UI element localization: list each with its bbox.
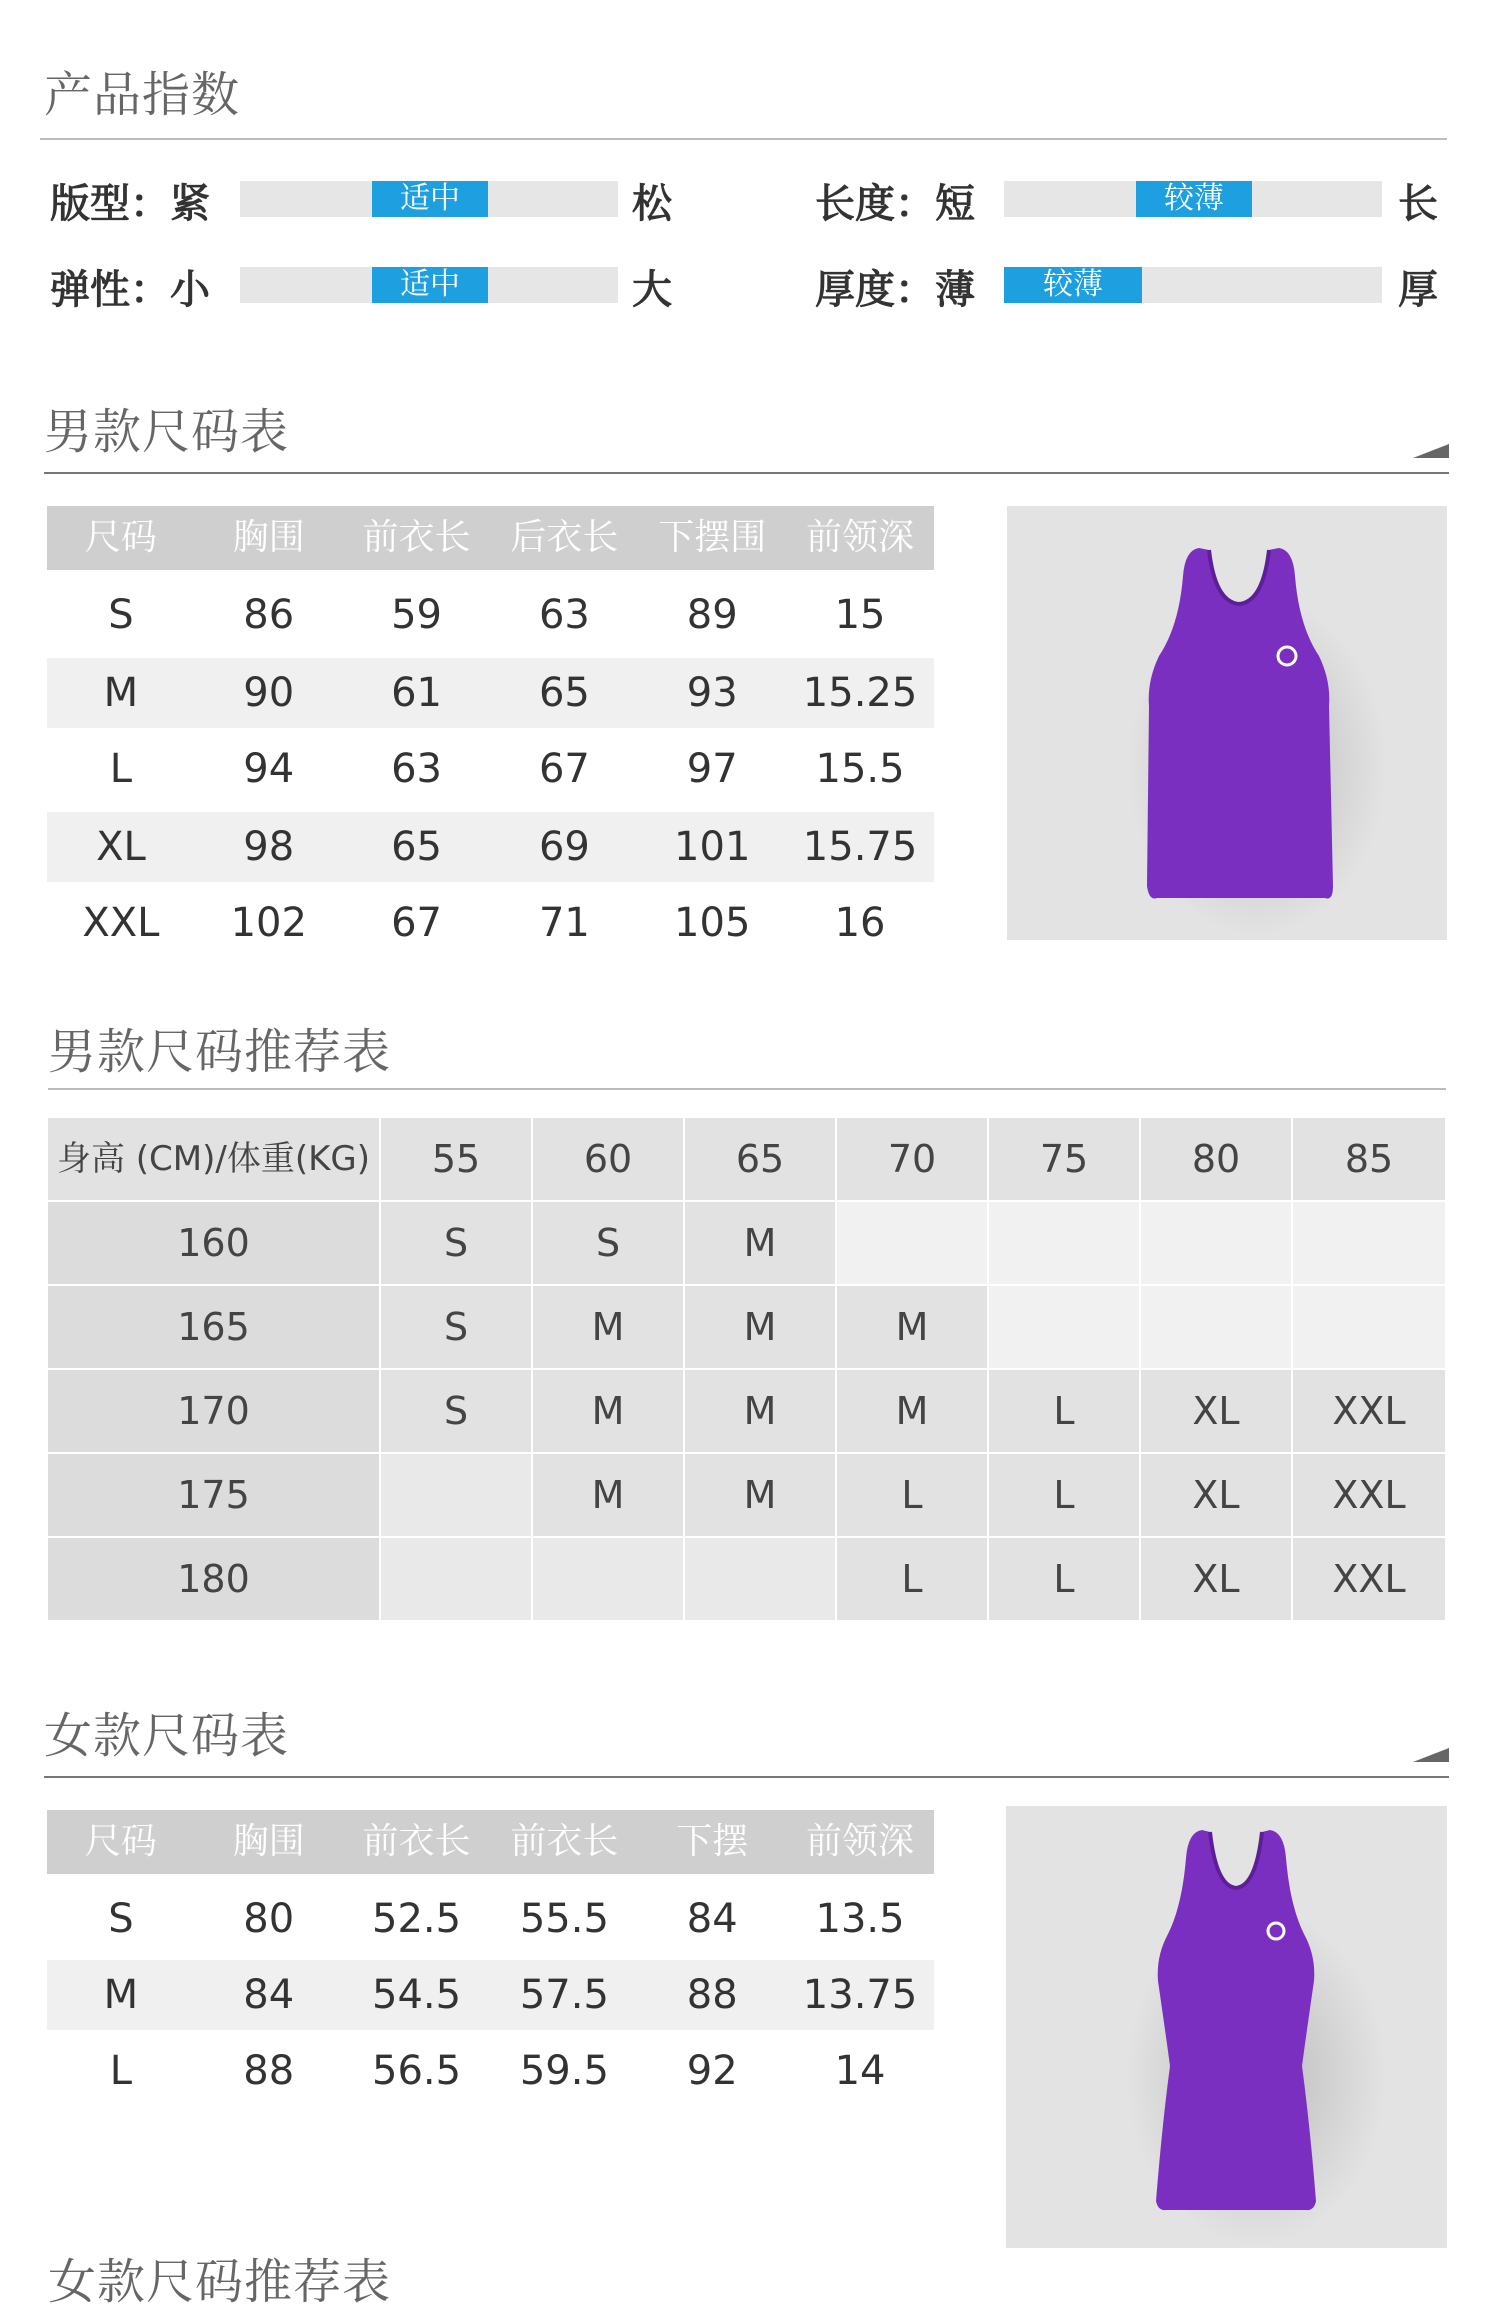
table-cell	[837, 1202, 989, 1284]
length-scale-high: 长	[1398, 181, 1438, 227]
table-row	[47, 1960, 934, 2030]
table-header-cell: 70	[837, 1118, 989, 1200]
table-cell: 180	[48, 1538, 381, 1620]
women-size-table	[47, 1810, 934, 2110]
table-cell	[1141, 1202, 1293, 1284]
table-header-cell: 后衣长	[510, 517, 619, 558]
table-cell: XL	[96, 824, 146, 870]
table-cell: 55.5	[519, 1896, 609, 1942]
table-cell: M	[103, 670, 139, 716]
table-cell: 67	[391, 900, 443, 946]
table-cell: 65	[391, 824, 443, 870]
table-cell: 92	[686, 2048, 738, 2094]
table-cell: 88	[686, 1972, 738, 2018]
table-header-cell: 55	[381, 1118, 533, 1200]
tank-top-icon	[1006, 1806, 1447, 2248]
index-label-elasticity: 弹性：小	[50, 267, 210, 313]
table-cell: 89	[686, 592, 738, 638]
table-cell	[533, 1538, 685, 1620]
section-title-product-index: 产品指数	[44, 67, 241, 123]
table-cell: M	[685, 1202, 837, 1284]
table-header-row	[48, 1118, 1446, 1202]
table-cell: M	[533, 1370, 685, 1452]
table-cell: 15.25	[802, 670, 918, 716]
table-header-cell: 75	[989, 1118, 1141, 1200]
table-cell: 15	[834, 592, 886, 638]
table-cell: 57.5	[519, 1972, 609, 2018]
table-cell	[989, 1286, 1141, 1368]
table-row	[48, 1454, 1446, 1538]
table-cell: S	[381, 1286, 533, 1368]
table-cell: M	[533, 1286, 685, 1368]
divider	[44, 472, 1449, 474]
table-row	[48, 1286, 1446, 1370]
section-title-men-recommend: 男款尺码推荐表	[48, 1024, 392, 1080]
table-cell: 15.75	[802, 824, 918, 870]
table-cell: S	[381, 1202, 533, 1284]
table-row	[47, 2036, 934, 2106]
divider	[48, 1088, 1446, 1090]
table-cell: 88	[243, 2048, 295, 2094]
table-header-cell: 60	[533, 1118, 685, 1200]
women-product-image	[1006, 1806, 1447, 2248]
table-cell: L	[837, 1538, 989, 1620]
table-row	[47, 734, 934, 804]
index-label-length: 长度：短	[815, 181, 975, 227]
table-header-cell: 前领深	[806, 517, 915, 558]
table-cell: L	[837, 1454, 989, 1536]
table-row	[47, 812, 934, 882]
table-header-cell: 前领深	[806, 1821, 915, 1862]
table-header-cell: 胸围	[232, 1821, 305, 1862]
table-cell: XXL	[1293, 1454, 1445, 1536]
table-header-cell: 前衣长	[362, 1821, 471, 1862]
table-cell: 65	[538, 670, 590, 716]
table-cell: 71	[538, 900, 590, 946]
table-cell	[1293, 1202, 1445, 1284]
divider	[44, 1776, 1449, 1778]
men-product-image	[1007, 506, 1447, 940]
table-cell: L	[109, 2048, 133, 2094]
table-cell: 165	[48, 1286, 381, 1368]
table-cell: 16	[834, 900, 886, 946]
triangle-marker-icon	[1413, 1748, 1449, 1762]
table-cell: 13.5	[815, 1896, 905, 1942]
table-cell	[1141, 1286, 1293, 1368]
men-recommend-table	[48, 1118, 1446, 1620]
table-cell: 59.5	[519, 2048, 609, 2094]
table-cell: XXL	[1293, 1538, 1445, 1620]
table-cell: 15.5	[815, 746, 905, 792]
table-header-cell: 身高 (CM)/体重(KG)	[48, 1118, 381, 1200]
table-cell: 52.5	[372, 1896, 462, 1942]
table-cell	[381, 1454, 533, 1536]
table-cell	[381, 1538, 533, 1620]
table-row	[48, 1202, 1446, 1286]
table-cell: 97	[686, 746, 738, 792]
triangle-marker-icon	[1413, 444, 1449, 458]
elasticity-scale-bar	[240, 267, 618, 303]
section-title-women-recommend: 女款尺码推荐表	[48, 2254, 392, 2310]
table-header-cell: 前衣长	[510, 1821, 619, 1862]
table-cell: 93	[686, 670, 738, 716]
table-cell: M	[685, 1454, 837, 1536]
table-cell: 90	[243, 670, 295, 716]
thickness-scale-marker: 较薄	[1004, 267, 1142, 303]
table-cell: 69	[538, 824, 590, 870]
table-cell: 63	[391, 746, 443, 792]
table-header-cell: 胸围	[232, 517, 305, 558]
table-cell: 94	[243, 746, 295, 792]
fit-scale-high: 松	[632, 181, 672, 227]
table-cell: M	[837, 1370, 989, 1452]
table-cell: L	[989, 1454, 1141, 1536]
section-title-men-size: 男款尺码表	[44, 404, 290, 460]
table-cell: M	[685, 1286, 837, 1368]
table-cell: XXL	[82, 900, 160, 946]
table-header-cell: 65	[685, 1118, 837, 1200]
table-cell: 84	[243, 1972, 295, 2018]
table-cell: 86	[243, 592, 295, 638]
table-cell: 102	[230, 900, 307, 946]
table-cell: 175	[48, 1454, 381, 1536]
table-cell: XXL	[1293, 1370, 1445, 1452]
index-label-thickness: 厚度：薄	[815, 267, 975, 313]
table-cell	[685, 1538, 837, 1620]
table-cell: XL	[1141, 1454, 1293, 1536]
men-size-table	[47, 506, 934, 946]
table-row	[47, 580, 934, 650]
table-cell: M	[685, 1370, 837, 1452]
table-cell: XL	[1141, 1370, 1293, 1452]
table-row	[48, 1370, 1446, 1454]
table-cell: 54.5	[372, 1972, 462, 2018]
table-row	[47, 888, 934, 958]
table-cell: M	[533, 1454, 685, 1536]
table-cell: 61	[391, 670, 443, 716]
table-cell: M	[103, 1972, 139, 2018]
table-cell: XL	[1141, 1538, 1293, 1620]
fit-scale-marker: 适中	[372, 181, 488, 217]
thickness-scale-bar	[1004, 267, 1382, 303]
index-label-fit: 版型：紧	[50, 181, 210, 227]
table-header-cell: 85	[1293, 1118, 1445, 1200]
divider	[40, 138, 1447, 140]
table-header-cell: 尺码	[84, 1821, 157, 1862]
table-cell: 63	[538, 592, 590, 638]
table-cell: S	[381, 1370, 533, 1452]
table-header-cell: 前衣长	[362, 517, 471, 558]
table-header-row	[47, 1810, 934, 1874]
section-title-women-size: 女款尺码表	[44, 1708, 290, 1764]
tank-top-icon	[1007, 506, 1447, 940]
length-scale-bar	[1004, 181, 1382, 217]
table-header-cell: 尺码	[84, 517, 157, 558]
fit-scale-bar	[240, 181, 618, 217]
table-header-cell: 下摆围	[658, 517, 767, 558]
table-row	[48, 1538, 1446, 1620]
table-cell	[989, 1202, 1141, 1284]
table-cell: S	[533, 1202, 685, 1284]
table-cell: L	[989, 1370, 1141, 1452]
table-cell: 13.75	[802, 1972, 918, 2018]
table-cell: L	[989, 1538, 1141, 1620]
length-scale-marker: 较薄	[1136, 181, 1252, 217]
table-cell: 14	[834, 2048, 886, 2094]
table-cell: S	[108, 592, 134, 638]
table-cell: 67	[538, 746, 590, 792]
elasticity-scale-high: 大	[632, 267, 672, 313]
table-row	[47, 1884, 934, 1954]
table-cell: S	[108, 1896, 134, 1942]
table-cell: 170	[48, 1370, 381, 1452]
table-cell: 84	[686, 1896, 738, 1942]
elasticity-scale-marker: 适中	[372, 267, 488, 303]
table-cell: 59	[391, 592, 443, 638]
table-cell: 101	[674, 824, 751, 870]
table-cell: 98	[243, 824, 295, 870]
table-header-row	[47, 506, 934, 570]
table-cell: 56.5	[372, 2048, 462, 2094]
table-cell	[1293, 1286, 1445, 1368]
table-header-cell: 下摆	[676, 1821, 749, 1862]
table-cell: 105	[674, 900, 751, 946]
table-cell: 80	[243, 1896, 295, 1942]
thickness-scale-high: 厚	[1398, 267, 1438, 313]
table-cell: 160	[48, 1202, 381, 1284]
table-cell: M	[837, 1286, 989, 1368]
table-header-cell: 80	[1141, 1118, 1293, 1200]
table-cell: L	[109, 746, 133, 792]
table-row	[47, 658, 934, 728]
